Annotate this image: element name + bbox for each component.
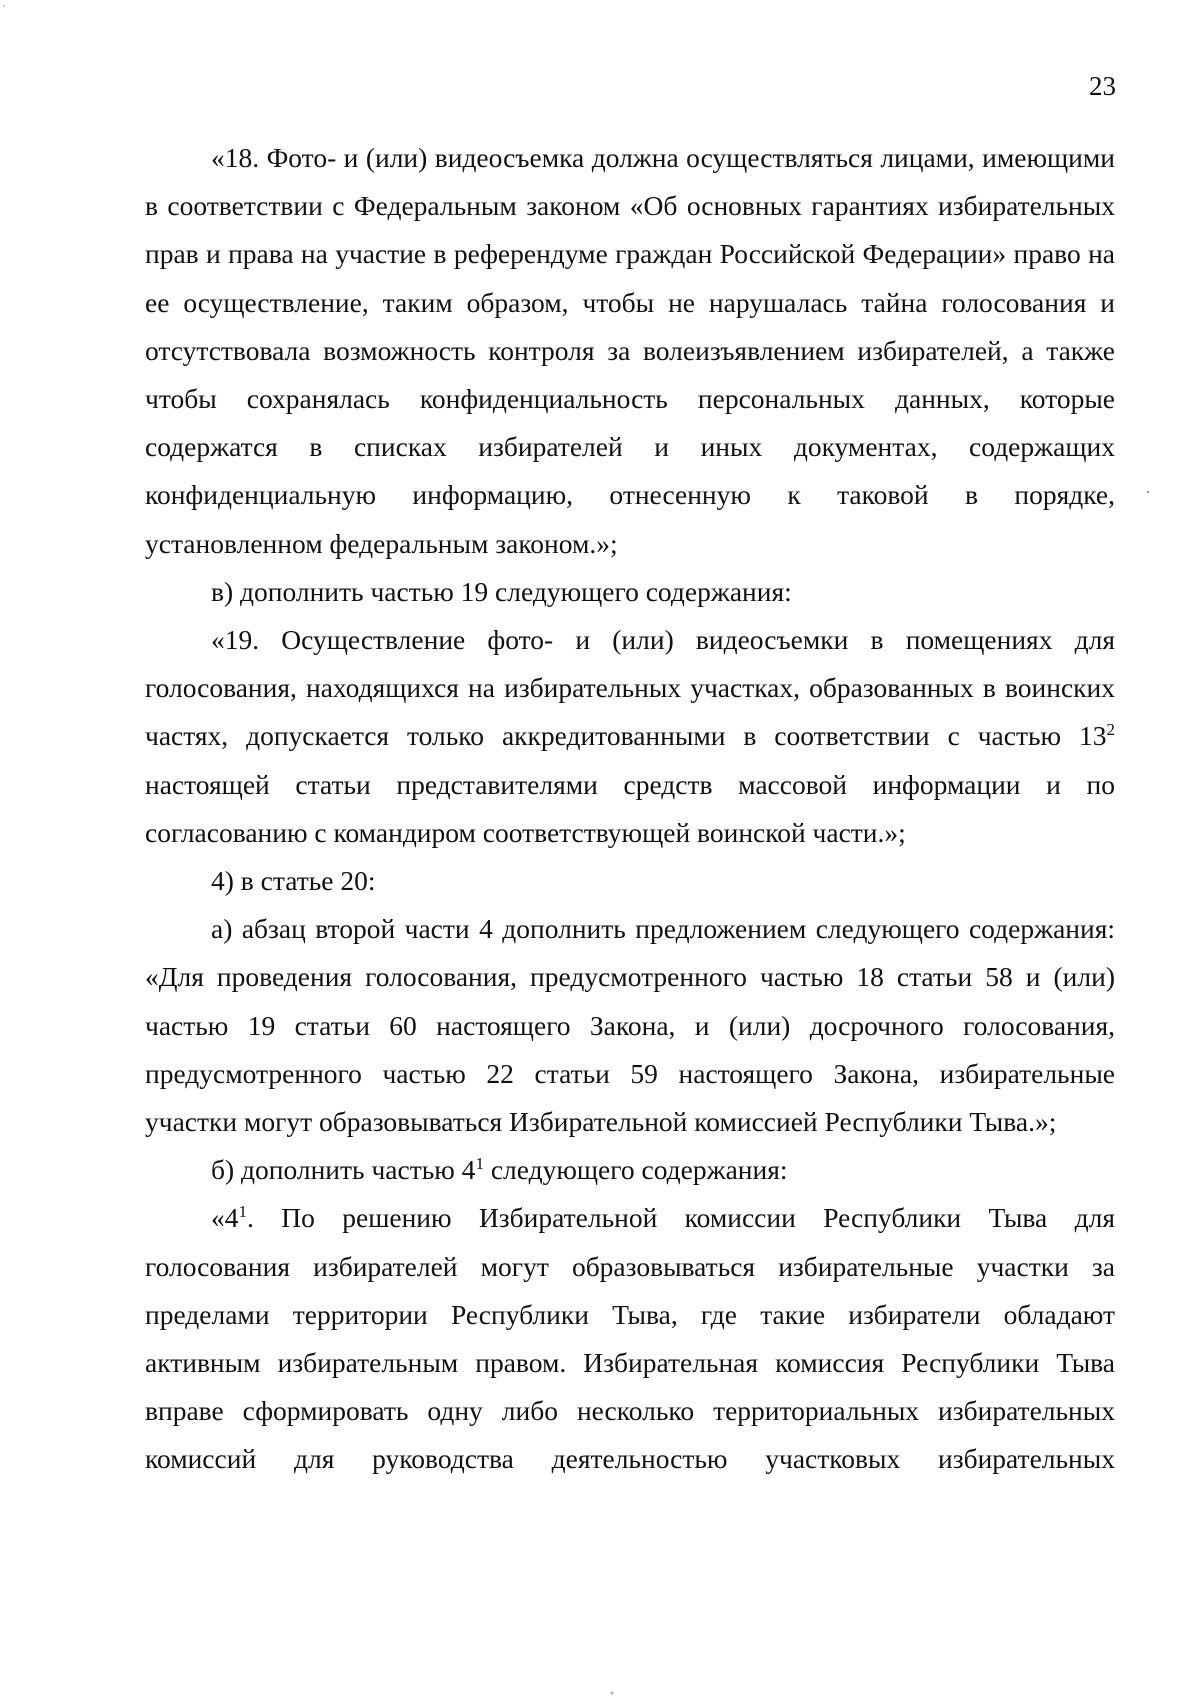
text-run: следующего содержания: — [483, 1154, 788, 1186]
page-number: 23 — [1089, 71, 1116, 101]
text-run: «18. Фото- и (или) видеосъемка должна осуществляться лицами, имеющими в соответствии с Федеральным законом «Об основных гарантиях избирательных прав и права на участие в референдуме граждан Российской Федерации» право на ее осуществление, таким образом, чтобы не нарушалась тайна голосования и отсутствовала возможность контроля за волеизъявлением избирателей, а также чтобы сохранялась конфиденциальность персональных данных, которые содержатся в списках избирателей и иных документах, содержащих конфиденциальную информацию, отнесенную к таковой в порядке, установленном федеральным законом.»; — [145, 142, 1115, 559]
text-run: а) абзац второй части 4 дополнить предложением следующего содержания: «Для проведения голосования, предусмотренного частью 18 статьи 58 и (или) частью 19 статьи 60 настоящего Закона, и (или) досрочного голосования, предусмотренного частью 22 статьи 59 настоящего Закона, избирательные участки могут образовываться Избирательной комиссией Республики Тыва.»; — [145, 913, 1115, 1138]
superscript: 2 — [1106, 720, 1115, 740]
text-run: «4 — [211, 1202, 239, 1234]
text-run: . По решению Избирательной комиссии Республики Тыва для голосования избирателей могут образовываться избирательные участки за пределами территории Республики Тыва, где такие избиратели обладают активным избирательным правом. Избирательная комиссия Республики Тыва вправе сформировать одну либо несколько территориальных избирательных комиссий для руководства деятельностью участковых избирательных — [145, 1202, 1115, 1475]
text-run: в) дополнить частью 19 следующего содержания: — [211, 575, 792, 607]
scan-speck — [1147, 491, 1149, 493]
paragraph-subpoint-a — [145, 905, 1115, 1146]
superscript: 1 — [475, 1154, 484, 1174]
paragraph-point-18 — [145, 134, 1115, 568]
scan-speck — [611, 1692, 614, 1695]
document-body — [145, 134, 1115, 1484]
superscript: 1 — [238, 1202, 248, 1222]
paragraph-point-4-1 — [145, 1194, 1115, 1483]
text-run: «19. Осуществление фото- и (или) видеосъемки в помещениях для голосования, находящихся на избирательных участках, образованных в воинских частях, допускается только аккредитованными в соответствии с частью 13 — [145, 624, 1115, 752]
text-run: 4) в статье 20: — [211, 865, 376, 897]
paragraph-add-part-19 — [145, 568, 1115, 616]
paragraph-article-20 — [145, 857, 1115, 905]
paragraph-subpoint-b — [145, 1146, 1115, 1194]
text-run: б) дополнить частью 4 — [211, 1154, 476, 1186]
paragraph-point-19 — [145, 616, 1115, 857]
text-run: настоящей статьи представителями средств массовой информации и по согласованию с командиром соответствующей воинской части.»; — [145, 768, 1115, 848]
scan-speck — [3, 5, 5, 7]
